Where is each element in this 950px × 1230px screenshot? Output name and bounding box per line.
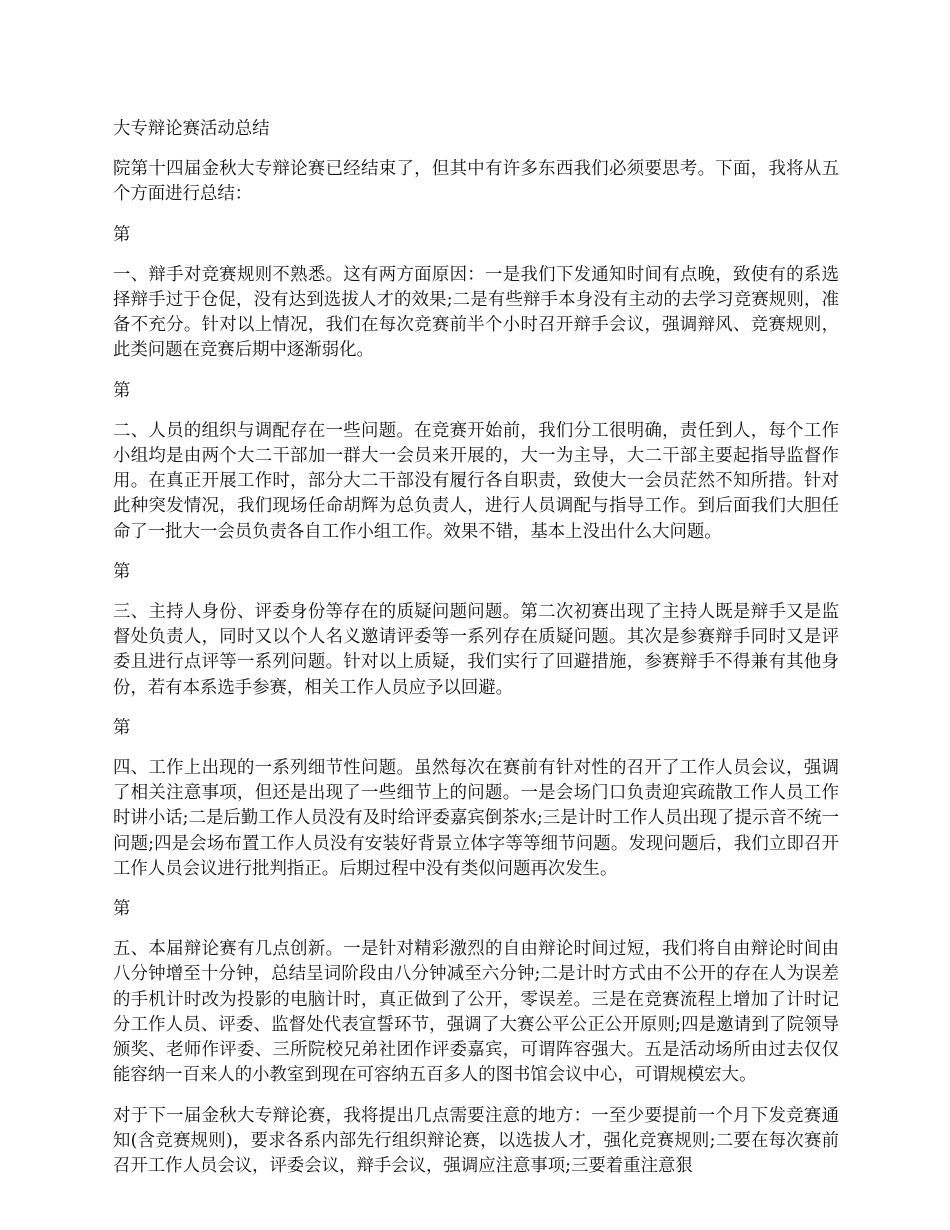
section-marker: 第 bbox=[113, 224, 131, 245]
section-marker: 第 bbox=[113, 899, 131, 920]
section-marker: 第 bbox=[113, 561, 131, 582]
next-year-suggestions-paragraph: 对于下一届金秋大专辩论赛，我将提出几点需要注意的地方：一至少要提前一个月下发竞赛通知(含竞赛规则)，要求各系内部先行组织辩论赛，以选拔人才，强化竞赛规则;二要在每次赛前召开工作人员会议，评委会议，辩手会议，强调应注意事项;三要着重注意狠 bbox=[113, 1105, 839, 1176]
document-body bbox=[113, 117, 839, 1194]
section-4-paragraph: 四、工作上出现的一系列细节性问题。虽然每次在赛前有针对性的召开了工作人员会议，强调了相关注意事项，但还是出现了一些细节上的问题。一是会场门口负责迎宾疏散工作人员工作时讲小话;二是后勤工作人员没有及时给评委嘉宾倒茶水;三是计时工作人员出现了提示音不统一问题;四是会场布置工作人员没有安装好背景立体字等等细节问题。发现问题后，我们立即召开工作人员会议进行批判指正。后期过程中没有类似问题再次发生。 bbox=[113, 758, 839, 879]
section-marker: 第 bbox=[113, 717, 131, 738]
section-marker: 第 bbox=[113, 380, 131, 401]
document-title: 大专辩论赛活动总结 bbox=[113, 119, 270, 139]
section-5-paragraph: 五、本届辩论赛有几点创新。一是针对精彩激烈的自由辩论时间过短，我们将自由辩论时间由八分钟增至十分钟，总结呈词阶段由八分钟减至六分钟;二是计时方式由不公开的存在人为误差的手机计时改为投影的电脑计时，真正做到了公开，零误差。三是在竞赛流程上增加了计时记分工作人员、评委、监督处代表宣誓环节，强调了大赛公平公正公开原则;四是邀请到了院领导颁奖、老师作评委、三所院校兄弟社团作评委嘉宾，可谓阵容强大。五是活动场所由过去仅仅能容纳一百来人的小教室到现在可容纳五百多人的图书馆会议中心，可谓规模宏大。 bbox=[113, 939, 839, 1086]
section-3-paragraph: 三、主持人身份、评委身份等存在的质疑问题问题。第二次初赛出现了主持人既是辩手又是监督处负责人，同时又以个人名义邀请评委等一系列存在质疑问题。其次是参赛辩手同时又是评委且进行点评等一系列问题。针对以上质疑，我们实行了回避措施，参赛辩手不得兼有其他身份，若有本系选手参赛，相关工作人员应予以回避。 bbox=[113, 602, 839, 698]
section-2-paragraph: 二、人员的组织与调配存在一些问题。在竞赛开始前，我们分工很明确，责任到人，每个工作小组均是由两个大二干部加一群大一会员来开展的，大一为主导，大二干部主要起指导监督作用。在真正开展工作时，部分大二干部没有履行各自职责，致使大一会员茫然不知所措。针对此种突发情况，我们现场任命胡辉为总负责人，进行人员调配与指导工作。到后面我们大胆任命了一批大一会员负责各自工作小组工作。效果不错，基本上没出什么大问题。 bbox=[113, 420, 839, 542]
section-1-paragraph: 一、辩手对竞赛规则不熟悉。这有两方面原因：一是我们下发通知时间有点晚，致使有的系选择辩手过于仓促，没有达到选拔人才的效果;二是有些辩手本身没有主动的去学习竞赛规则，准备不充分。针对以上情况，我们在每次竞赛前半个小时召开辩手会议，强调辩风、竞赛规则，此类问题在竞赛后期中逐渐弱化。 bbox=[113, 264, 839, 361]
intro-paragraph: 院第十四届金秋大专辩论赛已经结束了，但其中有许多东西我们必须要思考。下面，我将从五个方面进行总结： bbox=[113, 159, 839, 205]
